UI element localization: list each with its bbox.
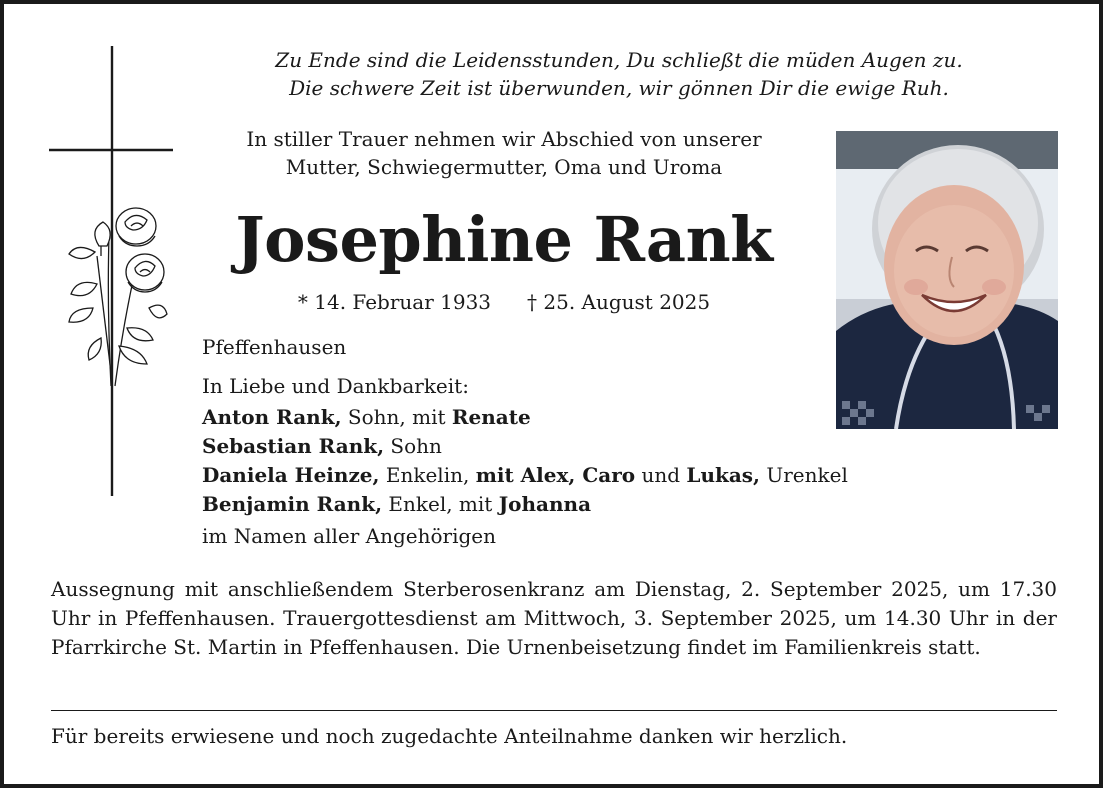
funeral-service-info: Aussegnung mit anschließendem Sterberosenkranz am Dienstag, 2. September 2025, um 17.30 Uhr in Pfeffenhausen. Trauergottesdienst am Mittwoch, 3. September 2025, um 14.30 Uhr in der Pfarrkirche St. Martin in Pfeffenhausen. Die Urnenbeisetzung findet im Familienkreis statt.: [51, 577, 1057, 659]
mourner-relation: Enkelin,: [379, 463, 476, 487]
thanks-note: Für bereits erwiesene und noch zugedachte Anteilnahme danken wir herzlich.: [51, 724, 848, 748]
mourner-relation: Sohn, mit: [341, 405, 452, 429]
poem-verse: [194, 46, 1044, 102]
poem-line: Zu Ende sind die Leidensstunden, Du schließt die müden Augen zu.: [275, 48, 963, 72]
mourner-relation: Urenkel: [760, 463, 848, 487]
mourners-closing: im Namen aller Angehörigen: [202, 524, 497, 548]
divider-line: [51, 710, 1057, 711]
mourner-name: Daniela Heinze,: [202, 463, 380, 487]
farewell-intro: [184, 125, 824, 181]
mourner-relation: Enkel, mit: [382, 492, 499, 516]
mourner-relation: Sohn: [384, 434, 442, 458]
mourner-partner: mit Alex, Caro: [475, 463, 636, 487]
mourner-relation: und: [635, 463, 687, 487]
mourner-name: Anton Rank,: [202, 405, 342, 429]
intro-line: In stiller Trauer nehmen wir Abschied von unserer: [246, 127, 762, 151]
mourner-name: Benjamin Rank,: [202, 492, 383, 516]
mourner-entry: [202, 461, 962, 490]
mourner-entry: [202, 432, 962, 461]
life-dates: [184, 288, 824, 316]
intro-line: Mutter, Schwiegermutter, Oma und Uroma: [285, 155, 723, 179]
hometown: Pfeffenhausen: [202, 335, 347, 359]
cross-with-roses-icon: [49, 46, 175, 498]
deceased-name: Josephine Rank: [235, 203, 773, 276]
portrait-photo: [836, 131, 1058, 429]
mourner-name: Sebastian Rank,: [202, 434, 385, 458]
mourner-partner: Renate: [451, 405, 531, 429]
poem-line: Die schwere Zeit ist überwunden, wir gönnen Dir die ewige Ruh.: [289, 76, 949, 100]
mourners-lead: In Liebe und Dankbarkeit:: [202, 374, 469, 398]
birth-date: * 14. Februar 1933: [297, 290, 492, 314]
death-date: † 25. August 2025: [527, 290, 711, 314]
mourner-partner: Johanna: [498, 492, 592, 516]
mourner-partner: Lukas,: [686, 463, 761, 487]
mourner-entry: [202, 490, 962, 519]
